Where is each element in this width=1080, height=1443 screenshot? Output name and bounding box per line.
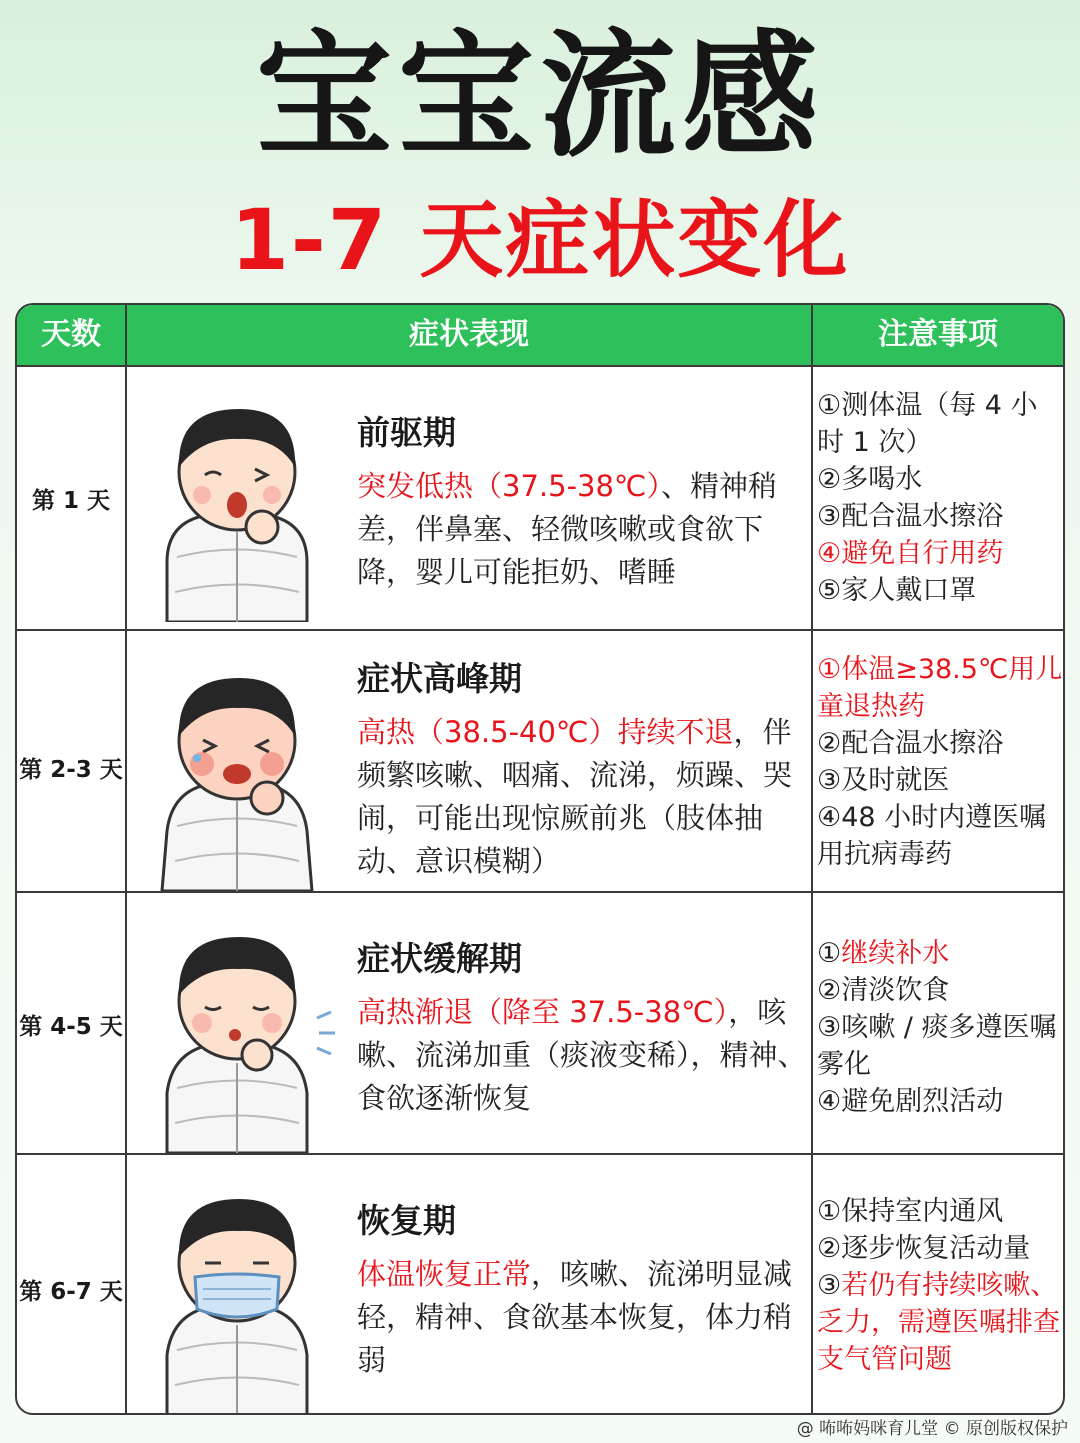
table-row	[17, 367, 1063, 629]
table-row	[17, 893, 1063, 1153]
symptom-highlight: 高热（38.5-40℃）持续不退	[357, 715, 734, 749]
care-note: ①测体温（每 4 小时 1 次）	[817, 390, 1038, 458]
care-note: ①体温≥38.5℃用儿童退热药	[817, 654, 1063, 722]
sick-child-illustration	[147, 397, 327, 622]
care-note	[817, 935, 1063, 972]
phase-title: 症状缓解期	[357, 939, 522, 978]
care-note: ④48 小时内遵医嘱用抗病毒药	[817, 802, 1047, 870]
care-note: ③配合温水擦浴	[817, 501, 1004, 532]
phase-title: 前驱期	[357, 413, 456, 452]
phase-title: 症状高峰期	[357, 659, 522, 698]
care-notes	[817, 935, 1063, 1120]
care-note: ①保持室内通风	[817, 1196, 1004, 1227]
table-header	[17, 305, 1063, 367]
col-header-days: 天数	[41, 317, 101, 352]
symptom-highlight: 高热渐退（降至 37.5-38℃）	[357, 995, 729, 1029]
symptom-text: ，咳嗽、流涕明显减轻，精神、食欲基本恢复，体力稍弱	[357, 1257, 793, 1377]
care-note-highlight: 若仍有持续咳嗽、乏力，需遵医嘱排查支气管问题	[817, 1270, 1060, 1375]
table-row	[17, 631, 1063, 891]
sick-child-illustration	[147, 666, 327, 891]
symptom-highlight: 突发低热（37.5-38℃）	[357, 469, 662, 503]
care-note: ④避免剧烈活动	[817, 1086, 1004, 1117]
symptom-text: ，伴频繁咳嗽、咽痛、流涕，烦躁、哭闹，可能出现惊厥前兆（肢体抽动、意识模糊）	[357, 715, 793, 878]
care-notes	[817, 651, 1063, 873]
page-subtitle: 1-7 天症状变化	[230, 191, 850, 289]
table-row	[17, 1155, 1063, 1415]
symptom-description	[357, 991, 807, 1120]
care-note: ②清淡饮食	[817, 975, 950, 1006]
symptom-text: ，咳嗽、流涕加重（痰液变稀），精神、食欲逐渐恢复	[357, 995, 807, 1115]
day-label: 第 1 天	[31, 488, 111, 514]
care-note: ②逐步恢复活动量	[817, 1233, 1031, 1264]
col-header-notes: 注意事项	[878, 317, 998, 352]
care-note-number: ①	[817, 938, 842, 969]
care-note: ③咳嗽 / 痰多遵医嘱雾化	[817, 1012, 1057, 1080]
care-note: ②多喝水	[817, 464, 923, 495]
child-with-mask-illustration	[147, 1185, 327, 1415]
day-label: 第 2-3 天	[19, 757, 123, 783]
col-header-symptoms: 症状表现	[409, 317, 529, 352]
copyright-footer: @ 咘咘妈咪育儿堂 © 原创版权保护	[796, 1419, 1068, 1439]
care-note-highlight: 继续补水	[841, 938, 950, 969]
symptom-highlight: 体温恢复正常	[357, 1257, 532, 1291]
symptom-description	[357, 711, 807, 883]
care-note	[817, 1267, 1063, 1378]
symptom-description	[357, 465, 807, 594]
day-label: 第 6-7 天	[19, 1279, 123, 1305]
care-notes	[817, 1193, 1063, 1378]
care-note: ②配合温水擦浴	[817, 728, 1004, 759]
day-label: 第 4-5 天	[19, 1014, 123, 1040]
care-note-number: ③	[817, 1270, 842, 1301]
care-notes	[817, 387, 1063, 609]
symptom-table	[15, 303, 1065, 1415]
care-note: ③及时就医	[817, 765, 950, 796]
page-title: 宝宝流感	[256, 18, 824, 176]
symptom-description	[357, 1253, 807, 1382]
symptom-text: 、精神稍差，伴鼻塞、轻微咳嗽或食欲下降，婴儿可能拒奶、嗜睡	[357, 469, 778, 589]
care-note: ④避免自行用药	[817, 538, 1004, 569]
sick-child-illustration	[147, 923, 347, 1153]
phase-title: 恢复期	[357, 1201, 456, 1240]
care-note: ⑤家人戴口罩	[817, 575, 977, 606]
